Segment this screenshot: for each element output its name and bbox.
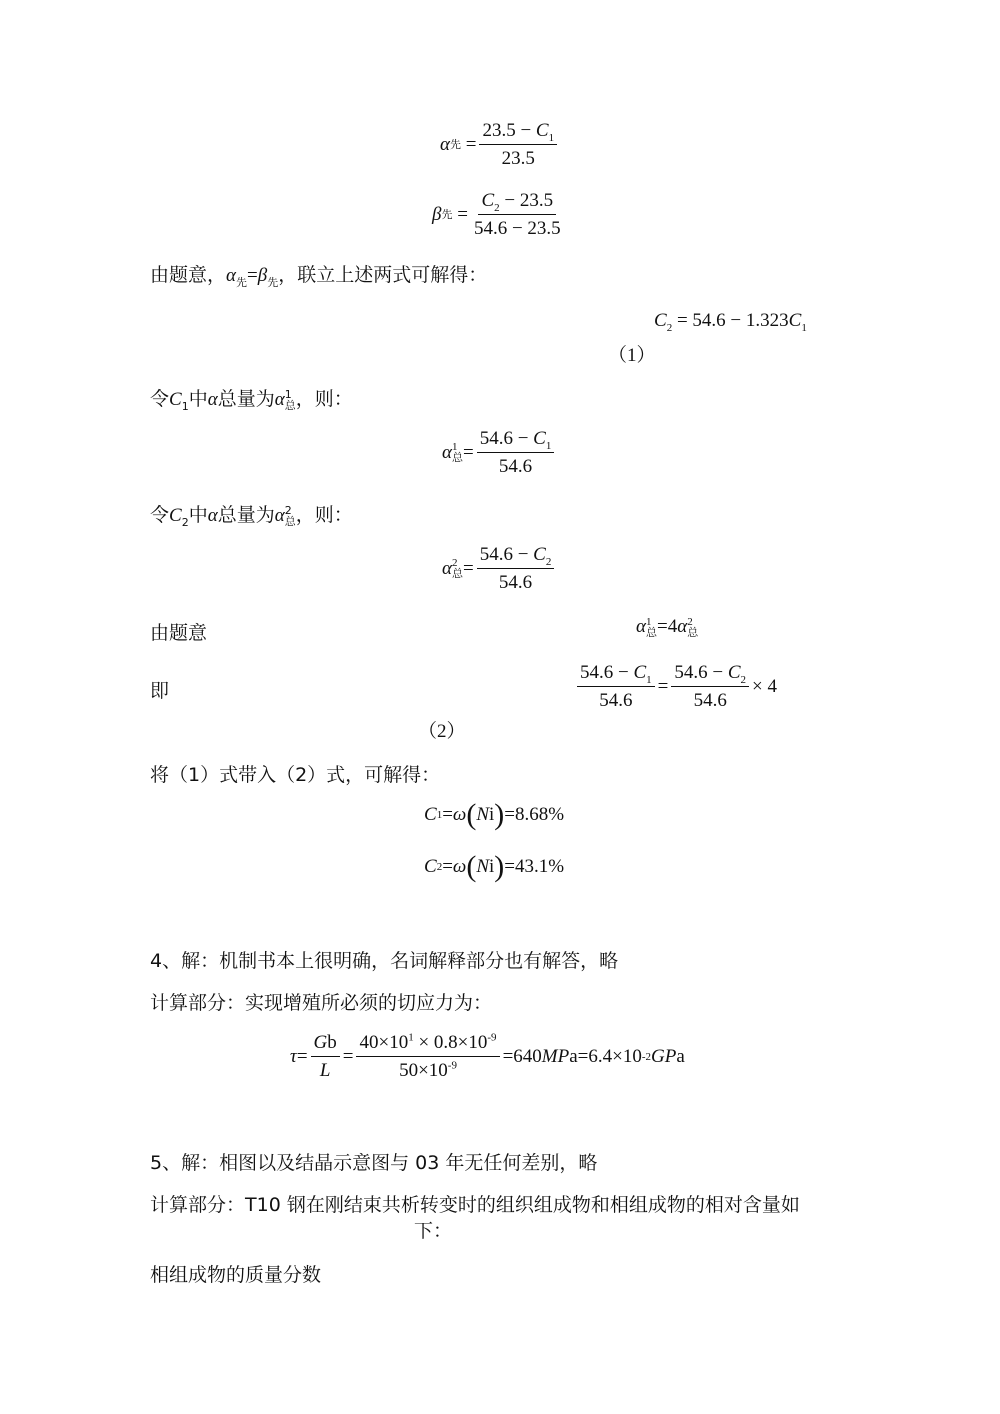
paragraph-q4: 4、解：机制书本上很明确，名词解释部分也有解答，略 [150, 950, 619, 972]
paragraph-calc4: 计算部分：实现增殖所必须的切应力为： [150, 992, 493, 1014]
denominator: 23.5 [501, 148, 535, 169]
paragraph-ji: 即 [150, 680, 170, 702]
fraction-gb-l: $\frac{Gb}{L}$ [311, 1032, 340, 1082]
numerator: $54.6 - C_1$ [477, 428, 555, 453]
numerator: $54.6 - C_2$ [477, 544, 555, 569]
paragraph-calc5-line1: 计算部分：T10 钢在刚结束共析转变时的组织组成物和相组成物的相对含量如 [150, 1194, 800, 1216]
paragraph-youtiyi-1: 由题意，$\alpha_先=\beta_先$，联立上述两式可解得： [150, 264, 488, 289]
paragraph-ling-c1: 令$C_1$中α总量为α 1 总 ，则： [150, 387, 353, 413]
paragraph-ling-c2: 令$C_2$中α总量为α 2 总 ，则： [150, 503, 353, 529]
result-c1: C 1 = ω ( N i ) =8.68% [424, 798, 565, 831]
denominator: 54.6 [498, 456, 533, 477]
paragraph-youtiyi-2: 由题意 [150, 622, 208, 644]
numerator: $C_2 - 23.5$ [478, 190, 556, 215]
fraction-numeric: $\frac{40\times 10^1 \times 0.8\times 10^{-9}}{50\times 10^{-9}}$ [356, 1032, 499, 1082]
equals: = [452, 204, 468, 225]
paragraph-jiang: 将（1）式带入（2）式，可解得： [150, 764, 441, 786]
paragraph-xiangzu: 相组成物的质量分数 [150, 1264, 322, 1286]
paragraph-q5: 5、解：相图以及结晶示意图与 03 年无任何差别，略 [150, 1152, 598, 1174]
paragraph-calc5-line2: 下： [414, 1220, 453, 1242]
equation-label-2: （2） [418, 721, 466, 742]
fraction-left: $\frac{54.6 - C_1}{54.6}$ [577, 662, 655, 712]
equation-alpha-ratio: α 1 总 =4α 2 总 [636, 615, 699, 639]
denominator: 54.6 − 23.5 [473, 218, 561, 239]
fraction [477, 544, 555, 594]
equation-alpha2: α 2 总 = $\frac{54.6 - C_2}{54.6}$ [442, 544, 557, 594]
fraction [479, 120, 557, 170]
equation-alpha1: α 1 总 = $\frac{54.6 - C_1}{54.6}$ [442, 428, 557, 478]
equation-2: $\frac{54.6 - C_1}{54.6}$ = $\frac{54.6 - C_2}{54.6}$ × 4 [574, 662, 777, 712]
equation-label-1: （1） [608, 345, 656, 366]
symbol-alpha: α [440, 134, 450, 155]
denominator: 54.6 [498, 572, 533, 593]
fraction-right: $\frac{54.6 - C_2}{54.6}$ [671, 662, 749, 712]
equation-alpha-xian: α 先 = $\frac{23.5 - C_1}{23.5}$ [440, 120, 560, 170]
equation-tau: τ = $\frac{Gb}{L}$ = $\frac{40\times 10^1 \times 0.8\times 10^{-9}}{50\times 10^{-9}}$ =640 MP a =6.4×10 -2 GP a [290, 1031, 685, 1081]
equals: = [460, 134, 477, 155]
equation-c2: $C_2 = 54.6 - 1.323C_1$ [654, 310, 807, 334]
fraction [471, 190, 564, 240]
numerator: $23.5 - C_1$ [479, 120, 557, 145]
result-c2: C 2 = ω ( N i ) =43.1% [424, 850, 565, 883]
symbol-beta: β [432, 204, 442, 225]
equation-beta-xian: β 先 = $\frac{C_2 - 23.5}{54.6 - 23.5}$ [432, 190, 567, 240]
fraction [477, 428, 555, 478]
